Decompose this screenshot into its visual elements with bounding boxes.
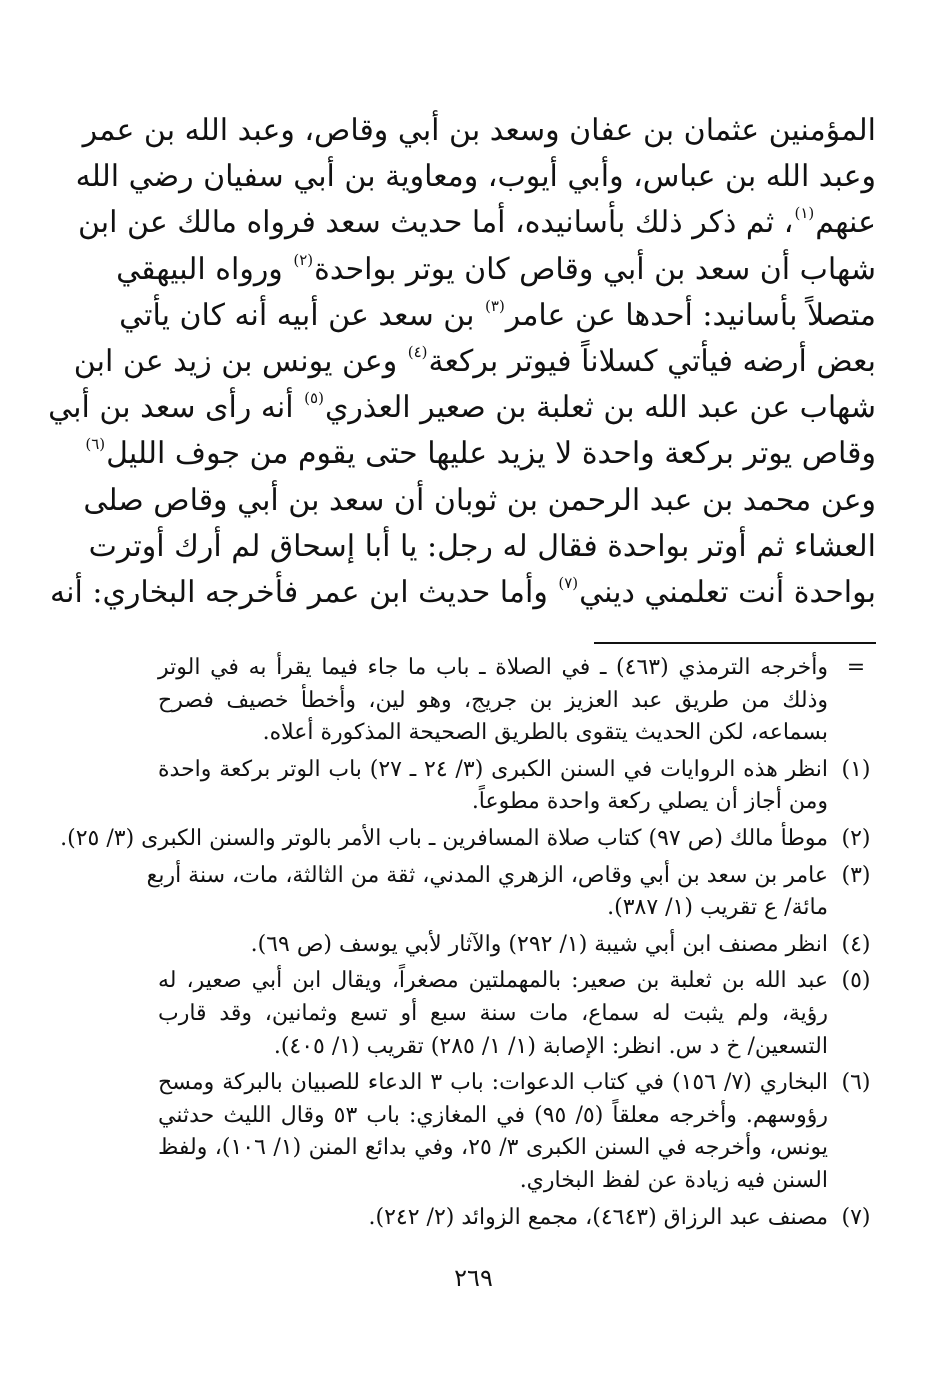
body-text: وقاص يوتر بركعة واحدة لا يزيد عليها حتى يقوم من جوف الليل	[106, 436, 876, 472]
body-text: أنه رأى سعد بن أبي	[48, 390, 304, 426]
body-text: ورواه البيهقي	[116, 251, 293, 287]
body-text: بواحدة أنت تعلمني ديني	[579, 574, 876, 610]
footnote-line: وأخرجه الترمذي (٤٦٣) ـ في الصلاة ـ باب ما جاء فيما يقرأ به في الوتر	[158, 655, 828, 680]
footnote-line: السنن فيه زيادة عن لفظ البخاري.	[519, 1167, 828, 1193]
body-line	[73, 339, 876, 385]
footnote	[146, 860, 876, 925]
footnote-line: وذلك من طريق عبد العزيز بن جريج، وهو لين، وأخطأ خصيف فصرح	[158, 687, 828, 713]
body-line	[83, 478, 876, 524]
footnote-marker: (٥)	[841, 968, 871, 994]
footnote-reference[interactable]: (٤)	[407, 342, 428, 361]
body-text: وعن يونس بن زيد عن ابن	[73, 343, 407, 379]
body-text: وأما حديث ابن عمر فأخرجه البخاري: أنه	[50, 574, 558, 610]
body-line	[77, 200, 876, 246]
footnote-line: رؤية، ولم يثبت له سماع، مات سنة سبع أو تسع وثمانين، وقد قارب	[158, 1000, 828, 1026]
footnote-line: موطأ مالك (ص ٩٧) كتاب صلاة المسافرين ـ باب الأمر بالوتر والسنن الكبرى (٣/ ٢٥).	[60, 825, 828, 851]
body-line	[50, 570, 876, 616]
footnote-reference[interactable]: (٧)	[558, 573, 579, 592]
footnote-marker: (٦)	[841, 1070, 871, 1096]
page-number: ٢٦٩	[454, 1264, 493, 1292]
footnote-reference[interactable]: (٥)	[304, 389, 324, 408]
footnote	[60, 823, 876, 856]
footnote-marker: (٢)	[841, 825, 871, 851]
body-text: ، ثم ذكر ذلك بأسانيده، أما حديث سعد فرواه مالك عن ابن	[77, 205, 794, 241]
body-line	[88, 524, 876, 570]
footnote-line: مصنف عبد الرزاق (٤٦٤٣)، مجمع الزوائد (٢/ ٢٤٢).	[368, 1204, 828, 1230]
footnote-line: يونس، وأخرجه في السنن الكبرى ٣/ ٢٥، وفي بدائع المنن (١/ ١٠٦)، ولفظ	[158, 1135, 829, 1161]
footnote-marker: (٧)	[841, 1204, 871, 1230]
footnote-line: مائة/ ع تقريب (١/ ٣٨٧).	[607, 895, 828, 921]
footnote-line: عامر بن سعد بن أبي وقاص، الزهري المدني، ثقة من الثالثة، مات، سنة أربع	[146, 862, 828, 888]
footnote-marker: =	[846, 655, 866, 680]
footnote-line: ومن أجاز أن يصلي ركعة واحدة مطوعاً.	[471, 789, 828, 815]
footnote-line: التسعين/ خ د س. انظر: الإصابة (١/ ١/ ٢٨٥) تقريب (١/ ٤٠٥).	[273, 1033, 828, 1059]
body-text: متصلاً بأسانيد: أحدها عن عامر	[505, 297, 876, 333]
footnote-reference[interactable]: (٣)	[485, 296, 505, 315]
footnote-line: انظر مصنف ابن أبي شيبة (١/ ٢٩٢) والآثار لأبي يوسف (ص ٦٩).	[250, 931, 828, 957]
body-line	[116, 247, 876, 293]
body-line	[82, 108, 876, 154]
body-line	[75, 154, 876, 200]
footnote-reference[interactable]: (١)	[794, 204, 815, 223]
footnote	[158, 652, 876, 750]
body-text: وعبد الله بن عباس، وأبي أيوب، ومعاوية بن أبي سفيان رضي الله	[75, 159, 876, 195]
footnote	[158, 754, 876, 819]
body-line	[119, 293, 876, 339]
footnote-line: البخاري (٧/ ١٥٦) في كتاب الدعوات: باب ٣ الدعاء للصبيان بالبركة ومسح	[158, 1070, 829, 1096]
main-text	[48, 108, 876, 616]
body-line	[85, 431, 876, 477]
body-text: عنهم	[815, 205, 876, 241]
footnote-separator	[594, 642, 876, 644]
body-line	[48, 385, 876, 431]
body-text: شهاب أن سعد بن أبي وقاص كان يوتر بواحدة	[314, 251, 876, 287]
body-text: المؤمنين عثمان بن عفان وسعد بن أبي وقاص، وعبد الله بن عمر	[82, 113, 876, 148]
body-text: وعن محمد بن عبد الرحمن بن ثوبان أن سعد بن أبي وقاص صلى	[83, 482, 876, 518]
footnote-marker: (١)	[841, 756, 871, 782]
footnote	[158, 1202, 876, 1235]
footnote-line: بسماعه، لكن الحديث يتقوى بالطريق الصحيحة المذكورة أعلاه.	[262, 720, 828, 746]
footnote-reference[interactable]: (٢)	[293, 250, 314, 269]
body-text: بعض أرضه فيأتي كسلاناً فيوتر بركعة	[428, 343, 876, 379]
body-text: شهاب عن عبد الله بن ثعلبة بن صعير العذري	[324, 390, 876, 426]
footnote-marker: (٤)	[841, 931, 871, 957]
footnote-reference[interactable]: (٦)	[85, 435, 106, 454]
body-text: العشاء ثم أوتر بواحدة فقال له رجل: يا أبا إسحاق لم أرك أوترت	[88, 528, 876, 564]
footnote	[158, 929, 876, 962]
body-text: بن سعد عن أبيه أنه كان يأتي	[119, 297, 485, 333]
footnote-marker: (٣)	[841, 862, 871, 888]
footnotes	[60, 652, 876, 1238]
footnote-line: رؤوسهم. وأخرجه معلقاً (٥/ ٩٥) في المغازي: باب ٥٣ وقال الليث حدثني	[158, 1102, 828, 1128]
footnote-line: انظر هذه الروايات في السنن الكبرى (٣/ ٢٤ ـ ٢٧) باب الوتر بركعة واحدة	[158, 756, 829, 782]
footnote	[158, 1067, 876, 1197]
footnote-line: عبد الله بن ثعلبة بن صعير: بالمهملتين مصغراً، ويقال ابن أبي صعير، له	[158, 968, 828, 994]
footnote	[158, 965, 876, 1063]
